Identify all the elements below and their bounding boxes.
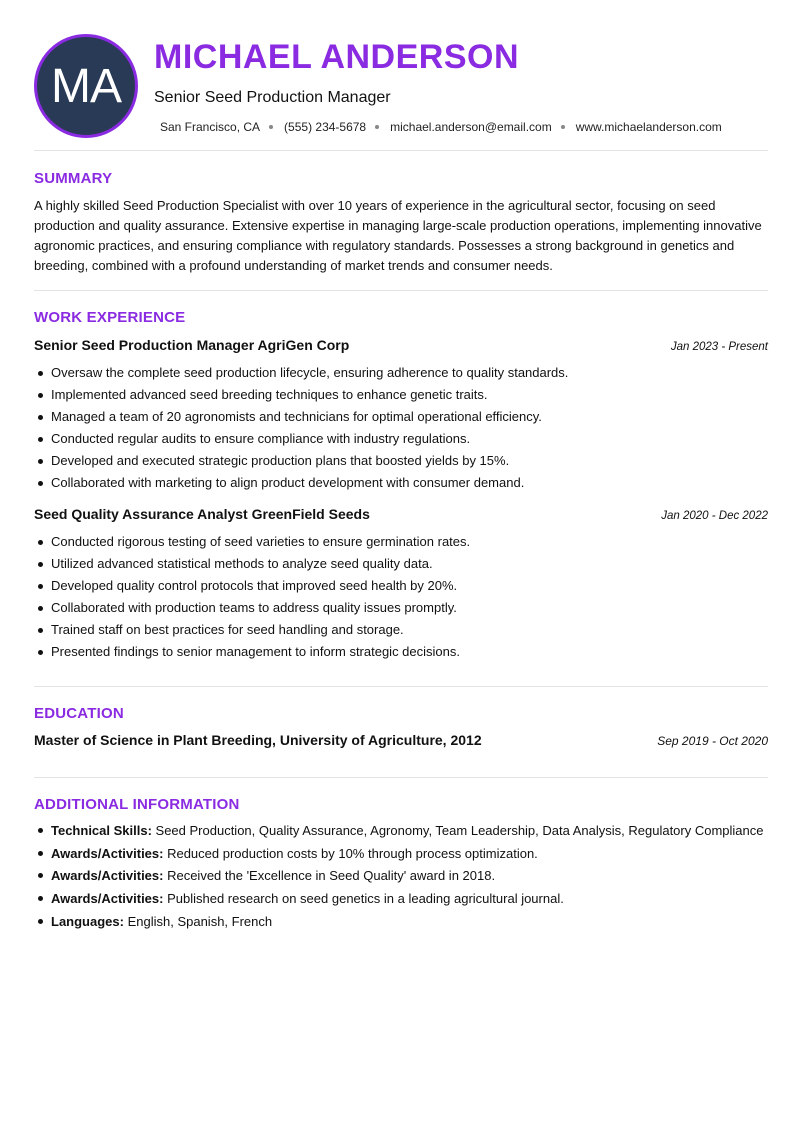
job-title: Senior Seed Production Manager AgriGen Corp [34,337,350,353]
list-item: Conducted regular audits to ensure compliance with industry regulations. [34,428,768,450]
item-text: English, Spanish, French [123,913,273,929]
list-item [34,912,768,931]
contact-line [160,120,722,134]
separator-dot [269,125,273,129]
section-divider [34,686,768,687]
resume-header [34,34,768,138]
separator-dot [375,125,379,129]
job-bullets [34,531,768,663]
item-label: Awards/Activities: [51,868,164,883]
item-text: Seed Production, Quality Assurance, Agronomy, Team Leadership, Data Analysis, Regulatory Compliance [151,823,764,838]
summary-text: A highly skilled Seed Production Specialist with over 10 years of experience in the agricultural sector, focusing on seed production and quality assurance. Extensive expertise in managing large-scale production operations, implementing innovative agronomic practices, and ensuring compliance with regulatory standards. Possesses a strong background in genetics and breeding, combined with a profound understanding of market trends and consumer needs. [34,198,762,273]
avatar [34,34,138,138]
list-item: Developed and executed strategic production plans that boosted yields by 15%. [34,450,768,472]
list-item [34,821,768,840]
job-entry [34,506,768,663]
job-dates: Jan 2020 - Dec 2022 [661,510,768,522]
section-divider [34,777,768,778]
candidate-name: MICHAEL ANDERSON [154,38,520,76]
list-item [34,844,768,863]
section-divider [34,290,768,291]
contact-email[interactable]: michael.anderson@email.com [390,120,552,134]
list-item: Collaborated with marketing to align product development with consumer demand. [34,472,768,494]
contact-phone: (555) 234-5678 [284,120,367,134]
item-text: Reduced production costs by 10% through process optimization. [163,845,538,861]
list-item: Implemented advanced seed breeding techniques to enhance genetic traits. [34,384,768,406]
education-entry [34,732,768,748]
list-item: Presented findings to senior management to inform strategic decisions. [34,641,768,663]
list-item: Oversaw the complete seed production lifecycle, ensuring adherence to quality standards. [34,362,768,384]
item-label: Technical Skills: [51,823,152,838]
avatar-initials: MA [51,59,121,113]
list-item: Utilized advanced statistical methods to analyze seed quality data. [34,553,768,575]
contact-location: San Francisco, CA [160,120,261,134]
experience-heading: WORK EXPERIENCE [34,309,186,326]
list-item: Developed quality control protocols that improved seed health by 20%. [34,575,768,597]
list-item: Managed a team of 20 agronomists and technicians for optimal operational efficiency. [34,406,768,428]
item-label: Awards/Activities: [51,845,164,861]
job-entry [34,337,768,494]
additional-list [34,821,768,931]
list-item [34,866,768,885]
list-item: Trained staff on best practices for seed handling and storage. [34,619,768,641]
additional-info [34,821,768,934]
job-title: Seed Quality Assurance Analyst GreenField Seeds [34,506,370,522]
section-divider [34,150,768,151]
additional-heading: ADDITIONAL INFORMATION [34,796,240,813]
item-label: Awards/Activities: [51,890,164,906]
list-item: Collaborated with production teams to address quality issues promptly. [34,597,768,619]
separator-dot [561,125,565,129]
job-dates: Jan 2023 - Present [670,341,768,353]
list-item: Conducted rigorous testing of seed varieties to ensure germination rates. [34,531,768,553]
item-text: Published research on seed genetics in a leading agricultural journal. [163,890,564,906]
candidate-title: Senior Seed Production Manager [154,89,391,106]
education-dates: Sep 2019 - Oct 2020 [657,734,768,748]
summary-heading: SUMMARY [34,170,113,187]
item-label: Languages: [51,913,124,929]
job-bullets [34,362,768,494]
list-item [34,889,768,908]
item-text: Received the 'Excellence in Seed Quality' award in 2018. [163,868,496,883]
contact-website[interactable]: www.michaelanderson.com [575,120,722,134]
education-heading: EDUCATION [34,705,124,722]
education-degree: Master of Science in Plant Breeding, University of Agriculture, 2012 [34,732,482,748]
